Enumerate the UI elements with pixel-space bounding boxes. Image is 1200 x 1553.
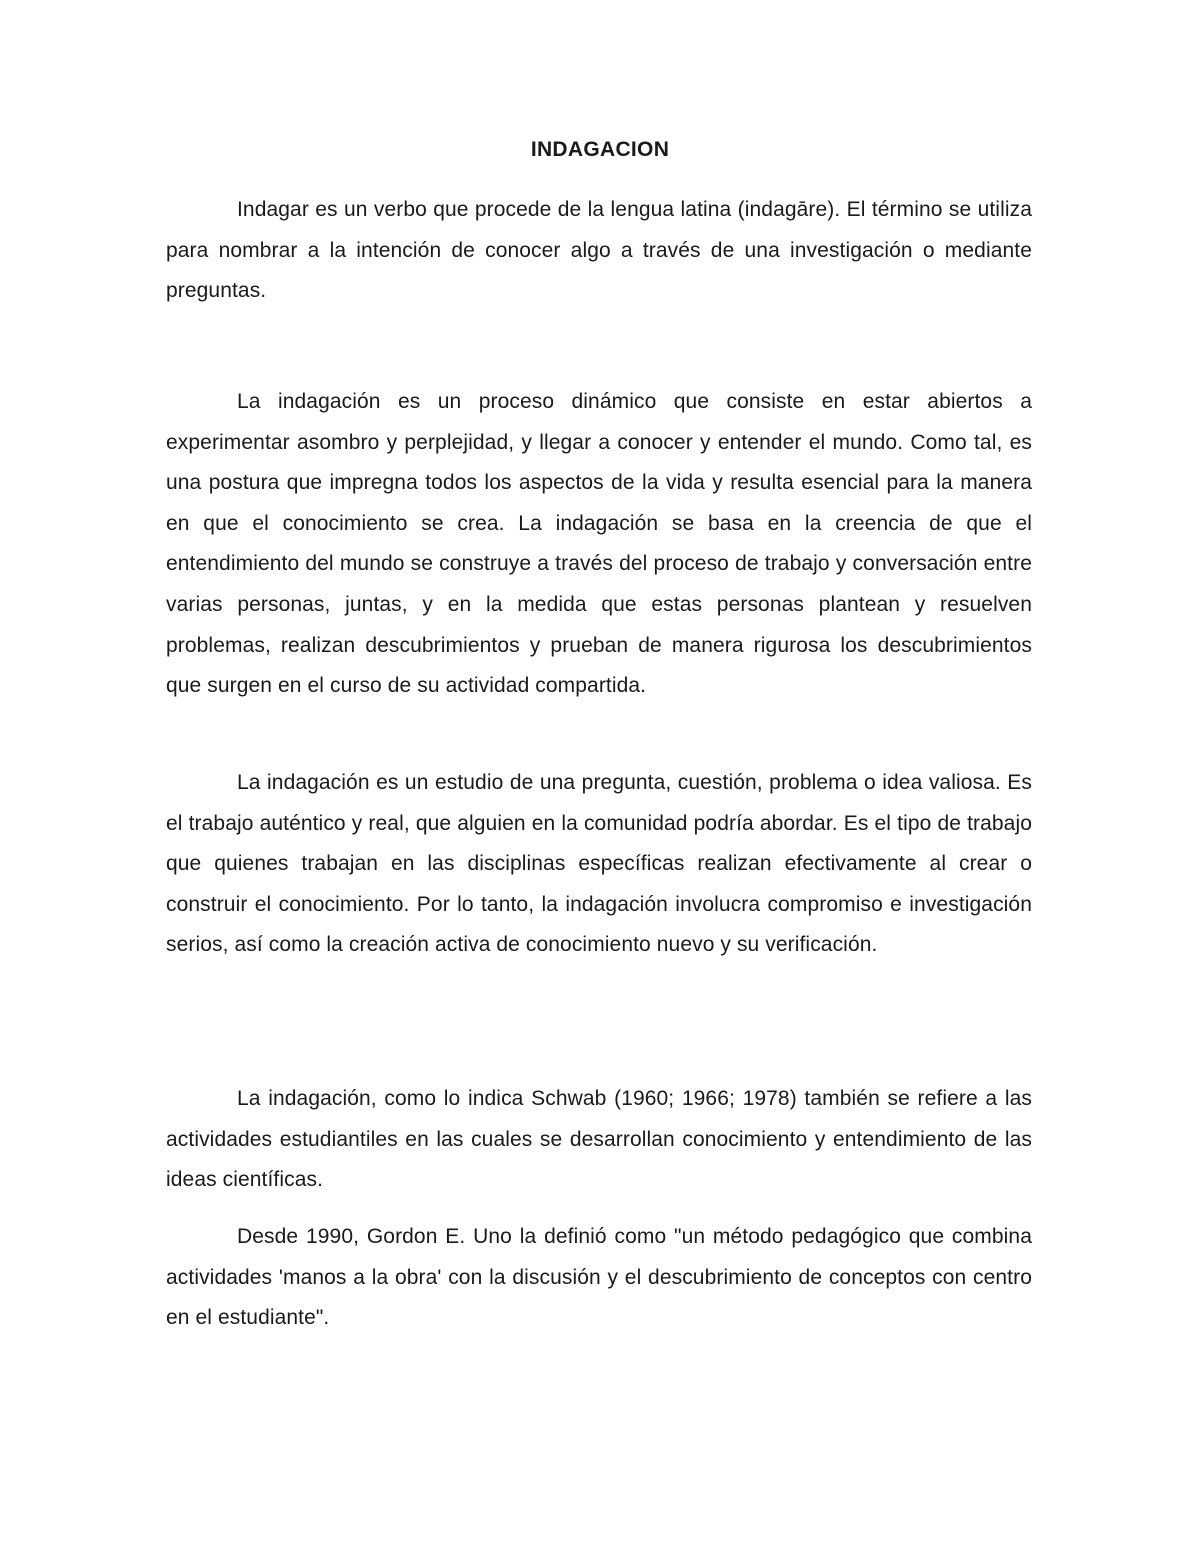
- paragraph-2: La indagación es un proceso dinámico que consiste en estar abiertos a experimentar asombro y perplejidad, y llegar a conocer y entender el mundo. Como tal, es una postura que impregna todos los aspectos de la vida y resulta esencial para la manera en que el conocimiento se crea. La indagación se basa en la creencia de que el entendimiento del mundo se construye a través del proceso de trabajo y conversación entre varias personas, juntas, y en la medida que estas personas plantean y resuelven problemas, realizan descubrimientos y prueban de manera rigurosa los descubrimientos que surgen en el curso de su actividad compartida.: [166, 390, 1032, 698]
- paragraph-5: Desde 1990, Gordon E. Uno la definió como "un método pedagógico que combina actividades 'manos a la obra' con la discusión y el descubrimiento de conceptos con centro en el estudiante".: [166, 1225, 1032, 1330]
- paragraph-1: Indagar es un verbo que procede de la lengua latina (indagāre). El término se utiliza para nombrar a la intención de conocer algo a través de una investigación o mediante preguntas.: [166, 198, 1032, 303]
- document-title: INDAGACION: [530, 138, 670, 161]
- paragraph-4: La indagación, como lo indica Schwab (1960; 1966; 1978) también se refiere a las actividades estudiantiles en las cuales se desarrollan conocimiento y entendimiento de las ideas científicas.: [166, 1087, 1032, 1192]
- paragraph-3: La indagación es un estudio de una pregunta, cuestión, problema o idea valiosa. Es el trabajo auténtico y real, que alguien en la comunidad podría abordar. Es el tipo de trabajo que quienes trabajan en las disciplinas específicas realizan efectivamente al crear o construir el conocimiento. Por lo tanto, la indagación involucra compromiso e investigación serios, así como la creación activa de conocimiento nuevo y su verificación.: [166, 771, 1032, 957]
